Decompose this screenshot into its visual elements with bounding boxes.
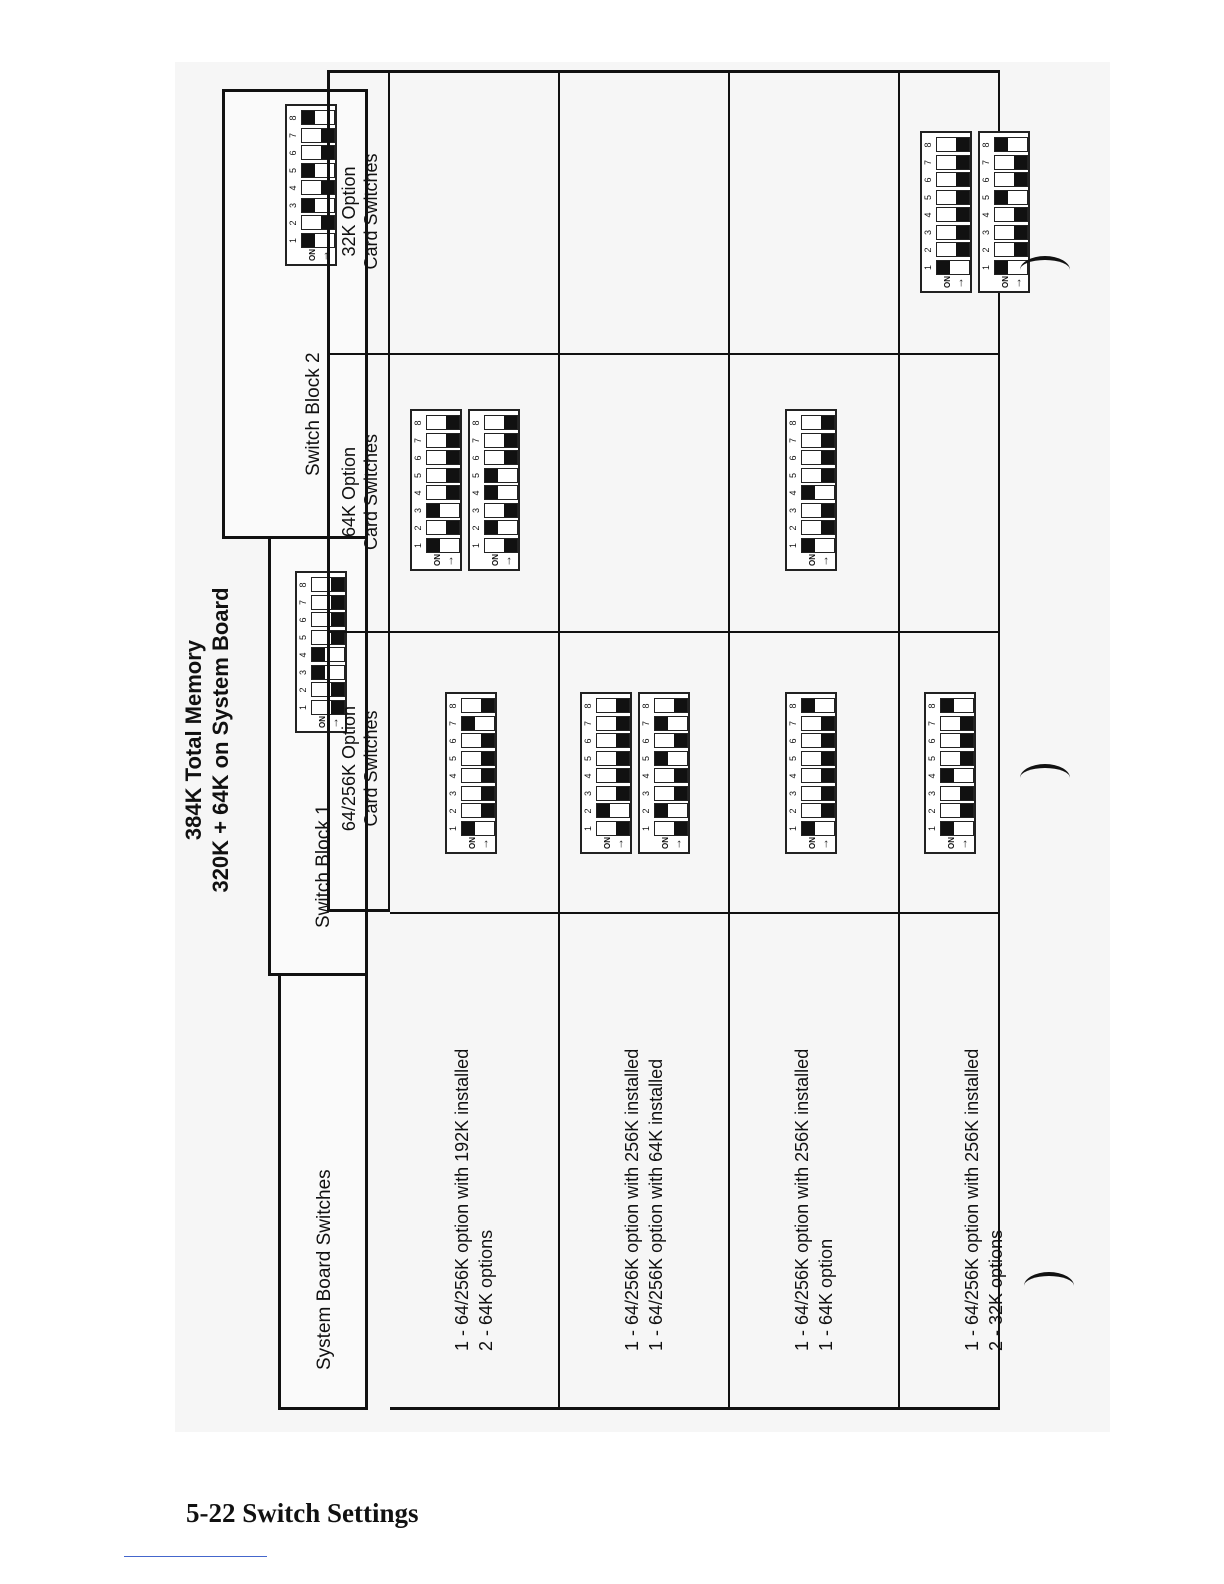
dip-toggle-6 (654, 734, 688, 749)
dip-toggle-1 (596, 821, 630, 836)
switch-number: 6 (927, 738, 937, 744)
switch-number: 6 (471, 455, 481, 461)
on-label: ON (318, 716, 327, 728)
dip-toggle-7 (461, 716, 495, 731)
switch-number: 2 (788, 808, 798, 814)
dip-toggle-7 (936, 155, 970, 170)
dip-toggle-6 (801, 451, 835, 466)
table-cell-c256 (560, 631, 730, 912)
switch-number: 3 (448, 791, 458, 797)
dip-toggle-8 (654, 699, 688, 714)
dip-toggle-3 (484, 503, 518, 518)
punch-hole-mark (1024, 1272, 1074, 1300)
dip-toggle-4 (801, 769, 835, 784)
dip-toggle-7 (801, 716, 835, 731)
on-arrow-icon: → (327, 717, 341, 729)
switch-number: 1 (981, 265, 991, 271)
switch-number: 7 (641, 721, 651, 727)
col-header-64-256k-l2: Card Switches (361, 710, 381, 827)
switch-number: 3 (583, 791, 593, 797)
table-cell-c256 (730, 631, 900, 912)
dip-toggle-4 (654, 769, 688, 784)
switch-number: 8 (927, 703, 937, 709)
switch-number: 1 (788, 543, 798, 549)
switch-number: 2 (448, 808, 458, 814)
on-arrow-icon: → (612, 838, 626, 850)
on-label: ON (491, 554, 500, 566)
table-cell-c32 (560, 70, 730, 353)
switch-number: 1 (471, 543, 481, 549)
switch-number: 1 (298, 705, 308, 711)
row-description-line: 2 - 32K options (986, 1229, 1006, 1351)
switch-block-2-label: Switch Block 2 (303, 352, 324, 476)
switch-number: 4 (927, 773, 937, 779)
option-card-dip-switch (785, 409, 837, 571)
switch-number: 5 (298, 635, 308, 641)
switch-number: 3 (413, 508, 423, 514)
table-row-description (560, 912, 730, 1410)
option-card-dip-switch (785, 692, 837, 854)
switch-number: 5 (641, 756, 651, 762)
col-header-32k-l2: Card Switches (361, 153, 381, 270)
switch-number: 5 (788, 756, 798, 762)
switch-number: 5 (927, 756, 937, 762)
dip-toggle-4 (426, 486, 460, 501)
dip-toggle-3 (654, 786, 688, 801)
row-description-line: 1 - 64/256K option with 192K installed (452, 1048, 472, 1351)
table-row-description (390, 912, 560, 1410)
dip-toggle-3 (426, 503, 460, 518)
switch-number: 1 (448, 826, 458, 832)
on-label: ON (808, 554, 817, 566)
punch-hole-mark (1020, 256, 1070, 284)
switch-number: 6 (641, 738, 651, 744)
switch-number: 3 (981, 230, 991, 236)
dip-toggle-1 (426, 538, 460, 553)
option-card-dip-switch (468, 409, 520, 571)
switch-number: 7 (413, 438, 423, 444)
switch-number: 4 (288, 185, 298, 191)
dip-toggle-2 (596, 804, 630, 819)
dip-toggle-8 (484, 416, 518, 431)
on-arrow-icon: → (317, 250, 331, 262)
option-card-dip-switch (638, 692, 690, 854)
dip-toggle-8 (461, 699, 495, 714)
dip-toggle-7 (426, 433, 460, 448)
switch-number: 2 (413, 525, 423, 531)
dip-toggle-3 (801, 786, 835, 801)
dip-toggle-5 (936, 190, 970, 205)
table-cell-c32 (390, 70, 560, 353)
dip-toggle-6 (940, 734, 974, 749)
system-board-header-box (278, 973, 368, 1410)
dip-toggle-2 (426, 521, 460, 536)
dip-toggle-8 (596, 699, 630, 714)
switch-number: 4 (471, 490, 481, 496)
dip-toggle-6 (936, 173, 970, 188)
switch-number: 5 (448, 756, 458, 762)
table-cell-c64 (560, 353, 730, 631)
switch-number: 7 (927, 721, 937, 727)
row-description-line: 1 - 64/256K option with 256K installed (622, 1048, 642, 1351)
dip-toggle-8 (940, 699, 974, 714)
col-header-32k-l1: 32K Option (339, 166, 359, 257)
dip-toggle-4 (936, 208, 970, 223)
row-description-line: 1 - 64K option (816, 1238, 836, 1351)
on-label: ON (433, 554, 442, 566)
dip-toggle-8 (801, 416, 835, 431)
dip-toggle-3 (940, 786, 974, 801)
on-arrow-icon: → (956, 838, 970, 850)
dip-toggle-2 (801, 804, 835, 819)
switch-number: 3 (288, 203, 298, 209)
dip-toggle-6 (461, 734, 495, 749)
switch-number: 2 (583, 808, 593, 814)
dip-toggle-8 (936, 138, 970, 153)
rotated-table-page (180, 70, 1024, 1410)
table-cell-c64 (900, 353, 1000, 631)
switch-number: 7 (288, 133, 298, 139)
option-card-dip-switch (445, 692, 497, 854)
switch-number: 8 (923, 142, 933, 148)
dip-toggle-5 (994, 190, 1028, 205)
dip-toggle-5 (484, 468, 518, 483)
switch-number: 1 (641, 826, 651, 832)
row-description-line: 1 - 64/256K option with 64K installed (646, 1058, 666, 1351)
switch-number: 8 (583, 703, 593, 709)
col-header-64k-l2: Card Switches (361, 433, 381, 551)
switch-number: 4 (641, 773, 651, 779)
switch-number: 2 (927, 808, 937, 814)
switch-number: 6 (298, 617, 308, 623)
dip-toggle-7 (940, 716, 974, 731)
switch-number: 8 (641, 703, 651, 709)
switch-number: 5 (981, 195, 991, 201)
on-arrow-icon: → (442, 555, 456, 567)
switch-number: 6 (981, 177, 991, 183)
table-cell-c32 (900, 70, 1024, 353)
on-arrow-icon: → (952, 277, 966, 289)
switch-number: 3 (788, 791, 798, 797)
dip-toggle-5 (940, 751, 974, 766)
switch-block-1-label: Switch Block 1 (313, 804, 334, 928)
switch-number: 8 (788, 420, 798, 426)
col-header-64k-l1: 64K Option (339, 446, 359, 538)
switch-number: 4 (788, 773, 798, 779)
switch-number: 2 (641, 808, 651, 814)
dip-toggle-4 (801, 486, 835, 501)
switch-number: 5 (288, 168, 298, 174)
switch-number: 5 (471, 473, 481, 479)
on-arrow-icon: → (670, 838, 684, 850)
dip-toggle-1 (654, 821, 688, 836)
dip-toggle-5 (596, 751, 630, 766)
dip-toggle-7 (654, 716, 688, 731)
dip-toggle-4 (596, 769, 630, 784)
on-arrow-icon: → (1010, 277, 1024, 289)
footer-rule (124, 1556, 267, 1557)
dip-toggle-6 (596, 734, 630, 749)
dip-toggle-2 (654, 804, 688, 819)
switch-number: 3 (298, 670, 308, 676)
on-label: ON (1001, 276, 1010, 288)
switch-number: 6 (788, 455, 798, 461)
switch-number: 7 (448, 721, 458, 727)
switch-number: 7 (788, 438, 798, 444)
option-card-dip-switch (410, 409, 462, 571)
col-header-64-256k (327, 631, 390, 912)
switch-number: 1 (288, 238, 298, 244)
dip-toggle-8 (426, 416, 460, 431)
dip-toggle-3 (596, 786, 630, 801)
dip-toggle-2 (940, 804, 974, 819)
switch-number: 2 (298, 687, 308, 693)
switch-number: 6 (448, 738, 458, 744)
dip-toggle-5 (654, 751, 688, 766)
switch-number: 4 (583, 773, 593, 779)
dip-toggle-8 (994, 138, 1028, 153)
dip-toggle-1 (461, 821, 495, 836)
on-label: ON (603, 837, 612, 849)
dip-toggle-5 (461, 751, 495, 766)
switch-number: 8 (288, 115, 298, 121)
switch-number: 1 (927, 826, 937, 832)
dip-toggle-4 (461, 769, 495, 784)
switch-number: 3 (788, 508, 798, 514)
switch-number: 2 (788, 525, 798, 531)
col-header-64k (327, 353, 390, 631)
on-arrow-icon: → (817, 555, 831, 567)
dip-toggle-1 (801, 821, 835, 836)
switch-number: 1 (788, 826, 798, 832)
switch-number: 2 (923, 247, 933, 253)
switch-number: 3 (641, 791, 651, 797)
on-arrow-icon: → (817, 838, 831, 850)
switch-number: 1 (413, 543, 423, 549)
on-label: ON (943, 276, 952, 288)
dip-toggle-2 (461, 804, 495, 819)
switch-number: 3 (923, 230, 933, 236)
on-label: ON (947, 837, 956, 849)
dip-toggle-6 (426, 451, 460, 466)
switch-number: 6 (788, 738, 798, 744)
dip-toggle-6 (484, 451, 518, 466)
table-cell-c64 (730, 353, 900, 631)
switch-number: 8 (448, 703, 458, 709)
on-arrow-icon: → (477, 838, 491, 850)
table-cell-c64 (390, 353, 560, 631)
dip-toggle-3 (994, 225, 1028, 240)
switch-number: 4 (981, 212, 991, 218)
switch-number: 7 (788, 721, 798, 727)
switch-number: 4 (923, 212, 933, 218)
table-row-description (900, 912, 1006, 1410)
on-label: ON (308, 249, 317, 261)
switch-number: 5 (583, 756, 593, 762)
dip-toggle-8 (801, 699, 835, 714)
dip-toggle-2 (936, 243, 970, 258)
dip-toggle-2 (484, 521, 518, 536)
dip-toggle-1 (936, 260, 970, 275)
switch-number: 2 (288, 220, 298, 226)
switch-number: 4 (788, 490, 798, 496)
switch-number: 3 (927, 791, 937, 797)
title-line-2: 320K + 64K on System Board (208, 587, 233, 893)
switch-number: 7 (923, 160, 933, 166)
option-card-dip-switch (920, 131, 972, 293)
switch-number: 7 (471, 438, 481, 444)
table-row-description (730, 912, 900, 1410)
switch-number: 5 (923, 195, 933, 201)
title-line-1: 384K Total Memory (181, 639, 206, 841)
punch-hole-mark (1020, 764, 1070, 792)
row-description-line: 2 - 64K options (476, 1229, 496, 1351)
table-cell-c32 (730, 70, 900, 353)
col-header-32k (327, 70, 390, 353)
switch-number: 1 (923, 265, 933, 271)
switch-number: 8 (981, 142, 991, 148)
row-description-line: 1 - 64/256K option with 256K installed (962, 1048, 982, 1351)
dip-toggle-4 (940, 769, 974, 784)
switch-number: 4 (413, 490, 423, 496)
switch-number: 5 (788, 473, 798, 479)
switch-number: 7 (583, 721, 593, 727)
switch-number: 4 (298, 652, 308, 658)
dip-toggle-4 (484, 486, 518, 501)
switch-number: 4 (448, 773, 458, 779)
dip-toggle-1 (940, 821, 974, 836)
dip-toggle-2 (994, 243, 1028, 258)
dip-toggle-7 (801, 433, 835, 448)
dip-toggle-7 (994, 155, 1028, 170)
dip-toggle-5 (426, 468, 460, 483)
on-label: ON (808, 837, 817, 849)
switch-number: 2 (981, 247, 991, 253)
switch-number: 6 (288, 150, 298, 156)
on-label: ON (661, 837, 670, 849)
switch-number: 8 (788, 703, 798, 709)
table-cell-c256 (900, 631, 1000, 912)
row-description-line: 1 - 64/256K option with 256K installed (792, 1048, 812, 1351)
system-board-header: System Board Switches (314, 1169, 335, 1370)
switch-number: 6 (413, 455, 423, 461)
switch-number: 7 (981, 160, 991, 166)
dip-toggle-5 (801, 751, 835, 766)
dip-toggle-7 (484, 433, 518, 448)
col-header-64-256k-l1: 64/256K Option (339, 705, 359, 832)
on-arrow-icon: → (500, 555, 514, 567)
dip-toggle-1 (484, 538, 518, 553)
dip-toggle-2 (801, 521, 835, 536)
dip-toggle-3 (936, 225, 970, 240)
switch-number: 7 (298, 600, 308, 606)
switch-number: 8 (413, 420, 423, 426)
switch-number: 1 (583, 826, 593, 832)
dip-toggle-1 (801, 538, 835, 553)
dip-toggle-3 (461, 786, 495, 801)
option-card-dip-switch (580, 692, 632, 854)
switch-number: 8 (298, 582, 308, 588)
switch-number: 6 (583, 738, 593, 744)
on-label: ON (468, 837, 477, 849)
switch-number: 5 (413, 473, 423, 479)
dip-toggle-3 (801, 503, 835, 518)
table-cell-c256 (390, 631, 560, 912)
dip-toggle-6 (994, 173, 1028, 188)
switch-number: 3 (471, 508, 481, 514)
switch-number: 2 (471, 525, 481, 531)
page-footer: 5-22 Switch Settings (186, 1498, 419, 1528)
switch-number: 8 (471, 420, 481, 426)
dip-toggle-6 (801, 734, 835, 749)
dip-toggle-5 (801, 468, 835, 483)
dip-toggle-4 (994, 208, 1028, 223)
option-card-dip-switch (924, 692, 976, 854)
switch-number: 6 (923, 177, 933, 183)
dip-toggle-7 (596, 716, 630, 731)
